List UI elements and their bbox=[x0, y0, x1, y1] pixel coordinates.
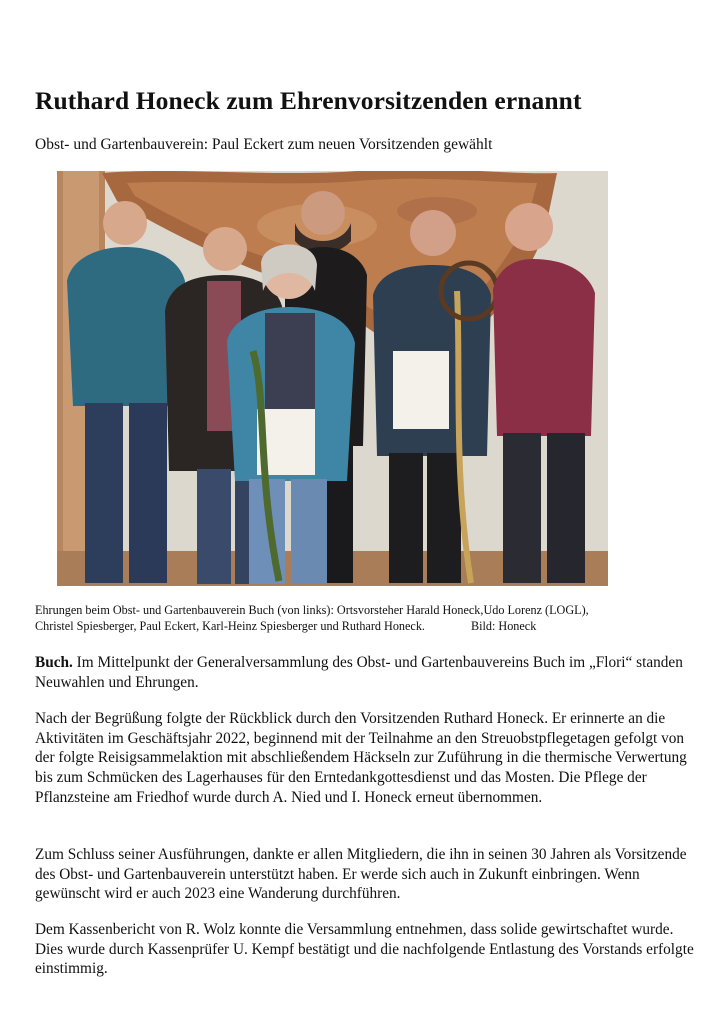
paragraph-3: Zum Schluss seiner Ausführungen, dankte er allen Mitgliedern, die ihn in seinen 30 Jahren als Vorsitzende des Obst- und Gartenbauverein unterstützt haben. Er werde sich auch in Zukunft einbringen. Wenn gewünscht wird er auch 2023 eine Wanderung durchführen. bbox=[35, 846, 687, 903]
group-photo-icon bbox=[57, 171, 608, 586]
paragraph-1-text: Im Mittelpunkt der Generalversammlung des Obst- und Gartenbauvereins Buch im „Flori“ standen Neuwahlen und Ehrungen. bbox=[35, 654, 683, 691]
photo-credit: Bild: Honeck bbox=[470, 618, 537, 633]
paragraph-2: Nach der Begrüßung folgte der Rückblick durch den Vorsitzenden Ruthard Honeck. Er erinnerte an die Aktivitäten im Geschäftsjahr 2022, beginnend mit der Teilnahme an den Streuobstpflegetagen gefolgt von der folgte Reisigsammelaktion mit abschließendem Häckseln zur Zuführung in die thermische Verwertung bis zum Schmücken des Lagerhauses für den Erntedankgottesdienst und das Mosten. Die Pflege der Pflanzsteine am Friedhof wurde durch A. Nied und I. Honeck erneut übernommen. bbox=[35, 710, 687, 806]
caption-line-1: Ehrungen beim Obst- und Gartenbauverein Buch (von links): Ortsvorsteher Harald Honeck,Udo Lorenz (LOGL), bbox=[35, 603, 589, 617]
paragraph-1 bbox=[35, 653, 695, 692]
article-photo bbox=[57, 171, 608, 586]
photo-caption bbox=[35, 603, 695, 634]
paragraph-4: Dem Kassenbericht von R. Wolz konnte die Versammlung entnehmen, dass solide gewirtschaftet wurde. Dies wurde durch Kassenprüfer U. Kempf bestätigt und die nachfolgende Entlastung des Vorstands erfolgte einstimmig. bbox=[35, 921, 694, 978]
caption-line-2: Christel Spiesberger, Paul Eckert, Karl-Heinz Spiesberger und Ruthard Honeck. bbox=[35, 618, 425, 633]
dateline: Buch. bbox=[35, 654, 73, 671]
subheadline: Obst- und Gartenbauverein: Paul Eckert zum neuen Vorsitzenden gewählt bbox=[35, 136, 493, 153]
headline: Ruthard Honeck zum Ehrenvorsitzenden ernannt bbox=[35, 86, 582, 115]
